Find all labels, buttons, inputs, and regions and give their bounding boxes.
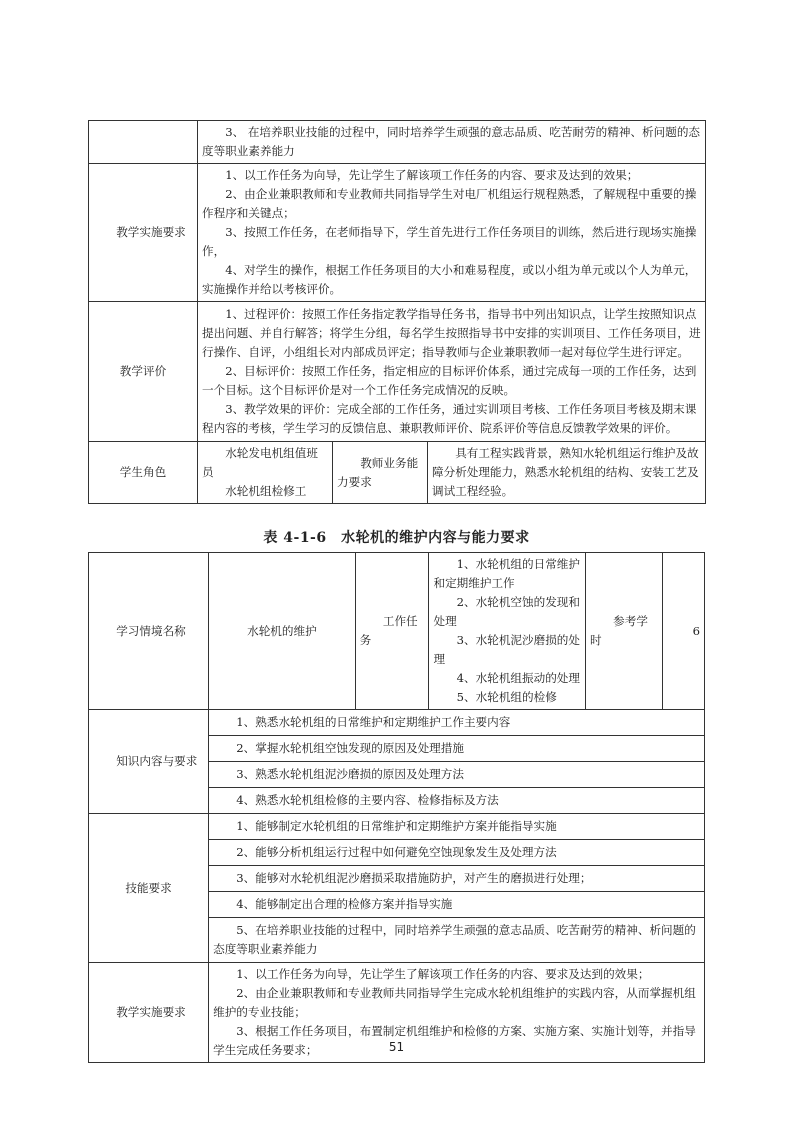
table-row [89,302,706,442]
empty-label-cell [89,121,198,164]
page-number: 51 [388,1040,405,1054]
list-item: 1、能够制定水轮机组的日常维护和定期维护方案并能指导实施 [236,819,557,833]
table-row [89,814,705,840]
content-cell [198,302,706,442]
content-cell [209,710,705,736]
list-item: 2、由企业兼职教师和专业教师共同指导学生对电厂机组运行规程熟悉，了解规程中重要的操作程序和关键点； [202,187,697,220]
list-item: 3、 在培养职业技能的过程中，同时培养学生顽强的意志品质、吃苦耐劳的精神、析问题的态度等职业素养能力 [202,125,701,158]
content-cell [209,892,705,918]
row-label: 教学实施要求 [89,963,209,1063]
situation-value: 水轮机的维护 [209,553,356,710]
list-item: 3、熟悉水轮机组泥沙磨损的原因及处理方法 [236,767,464,781]
list-item: 2、由企业兼职教师和专业教师共同指导学生完成水轮机组维护的实践内容，从而掌握机组维护的专业技能； [213,986,696,1019]
role-item: 水轮机组检修工 [225,484,307,498]
task-item: 1、水轮机组的日常维护和定期维护工作 [433,557,580,590]
list-item: 1、以工作任务为向导，先让学生了解该项工作任务的内容、要求及达到的效果； [225,168,639,182]
content-cell [209,814,705,840]
content-cell [209,762,705,788]
list-item: 3、根据工作任务项目，布置制定机组维护和检修的方案、实施方案、实施计划等，并指导学生完成任务要求； [213,1024,696,1057]
task-item: 4、水轮机组振动的处理 [456,671,580,685]
table-row [89,121,706,164]
list-item: 5、在培养职业技能的过程中，同时培养学生顽强的意志品质、吃苦耐劳的精神、析问题的态度等职业素养能力 [213,923,696,956]
task-item: 3、水轮机泥沙磨损的处理 [433,633,580,666]
hours-value: 6 [663,553,705,710]
tasks-cell [429,553,585,710]
content-cell [198,164,706,302]
list-item: 4、对学生的操作，根据工作任务项目的大小和难易程度，或以小组为单元或以个人为单元，实施操作并给以考核评价。 [202,263,697,296]
content-cell [198,121,706,164]
list-item: 2、掌握水轮机组空蚀发现的原因及处理措施 [236,741,464,755]
table-row [89,442,706,504]
list-item: 1、熟悉水轮机组的日常维护和定期维护工作主要内容 [236,715,511,729]
course-table-main [88,552,705,1063]
content-cell [209,736,705,762]
hours-label: 参考学时 [585,553,662,710]
list-item: 2、目标评价：按照工作任务，指定相应的目标评价体系，通过完成每一项的工作任务，达到一个目标。这个目标评价是对一个工作任务完成情况的反映。 [202,364,697,397]
row-label: 知识内容与要求 [89,710,209,814]
table-caption: 表 4-1-6 水轮机的维护内容与能力要求 [263,530,530,546]
table-row [89,710,705,736]
row-label: 技能要求 [89,814,209,963]
content-cell [209,788,705,814]
list-item: 3、能够对水轮机组泥沙磨损采取措施防护，对产生的磨损进行处理； [236,871,592,885]
list-item: 4、能够制定出合理的检修方案并指导实施 [236,897,453,911]
situation-label: 学习情境名称 [89,553,209,710]
row-label: 教学评价 [89,302,198,442]
role-item: 水轮发电机组值班员 [202,446,318,479]
content-cell [209,840,705,866]
list-item: 1、以工作任务为向导，先让学生了解该项工作任务的内容、要求及达到的效果； [236,967,650,981]
row-label: 学生角色 [89,442,198,504]
list-item: 4、熟悉水轮机组检修的主要内容、检修指标及方法 [236,793,499,807]
table-row [89,553,705,710]
list-item: 3、教学效果的评价：完成全部的工作任务，通过实训项目考核、工作任务项目考核及期末课程内容的考核，学生学习的反馈信息、兼职教师评价、院系评价等信息反馈教学效果的评价。 [202,402,697,435]
content-cell [209,866,705,892]
content-cell [209,918,705,963]
teacher-requirement-cell [428,442,706,504]
list-item: 2、能够分析机组运行过程中如何避免空蚀现象发生及处理方法 [236,845,557,859]
roles-cell [198,442,333,504]
list-item: 3、按照工作任务，在老师指导下，学生首先进行工作任务项目的训练，然后进行现场实施操作， [202,225,697,258]
table-row [89,164,706,302]
teacher-requirement: 具有工程实践背景，熟知水轮机组运行维护及故障分析处理能力，熟悉水轮机组的结构、安装工艺及调试工程经验。 [432,446,699,498]
task-label: 工作任务 [355,553,429,710]
list-item: 1、过程评价：按照工作任务指定教学指导任务书，指导书中列出知识点，让学生按照知识点提出问题、并自行解答；将学生分组，每名学生按照指导书中安排的实训项目、工作任务项目，进行操作、自评，小组组长对内部成员评定；指导教师与企业兼职教师一起对每位学生进行评定。 [202,307,701,359]
course-table-continued [88,120,706,504]
row-label: 教学实施要求 [89,164,198,302]
task-item: 5、水轮机组的检修 [456,690,557,704]
task-item: 2、水轮机空蚀的发现和处理 [433,595,580,628]
teacher-label: 教师业务能力要求 [333,442,428,504]
